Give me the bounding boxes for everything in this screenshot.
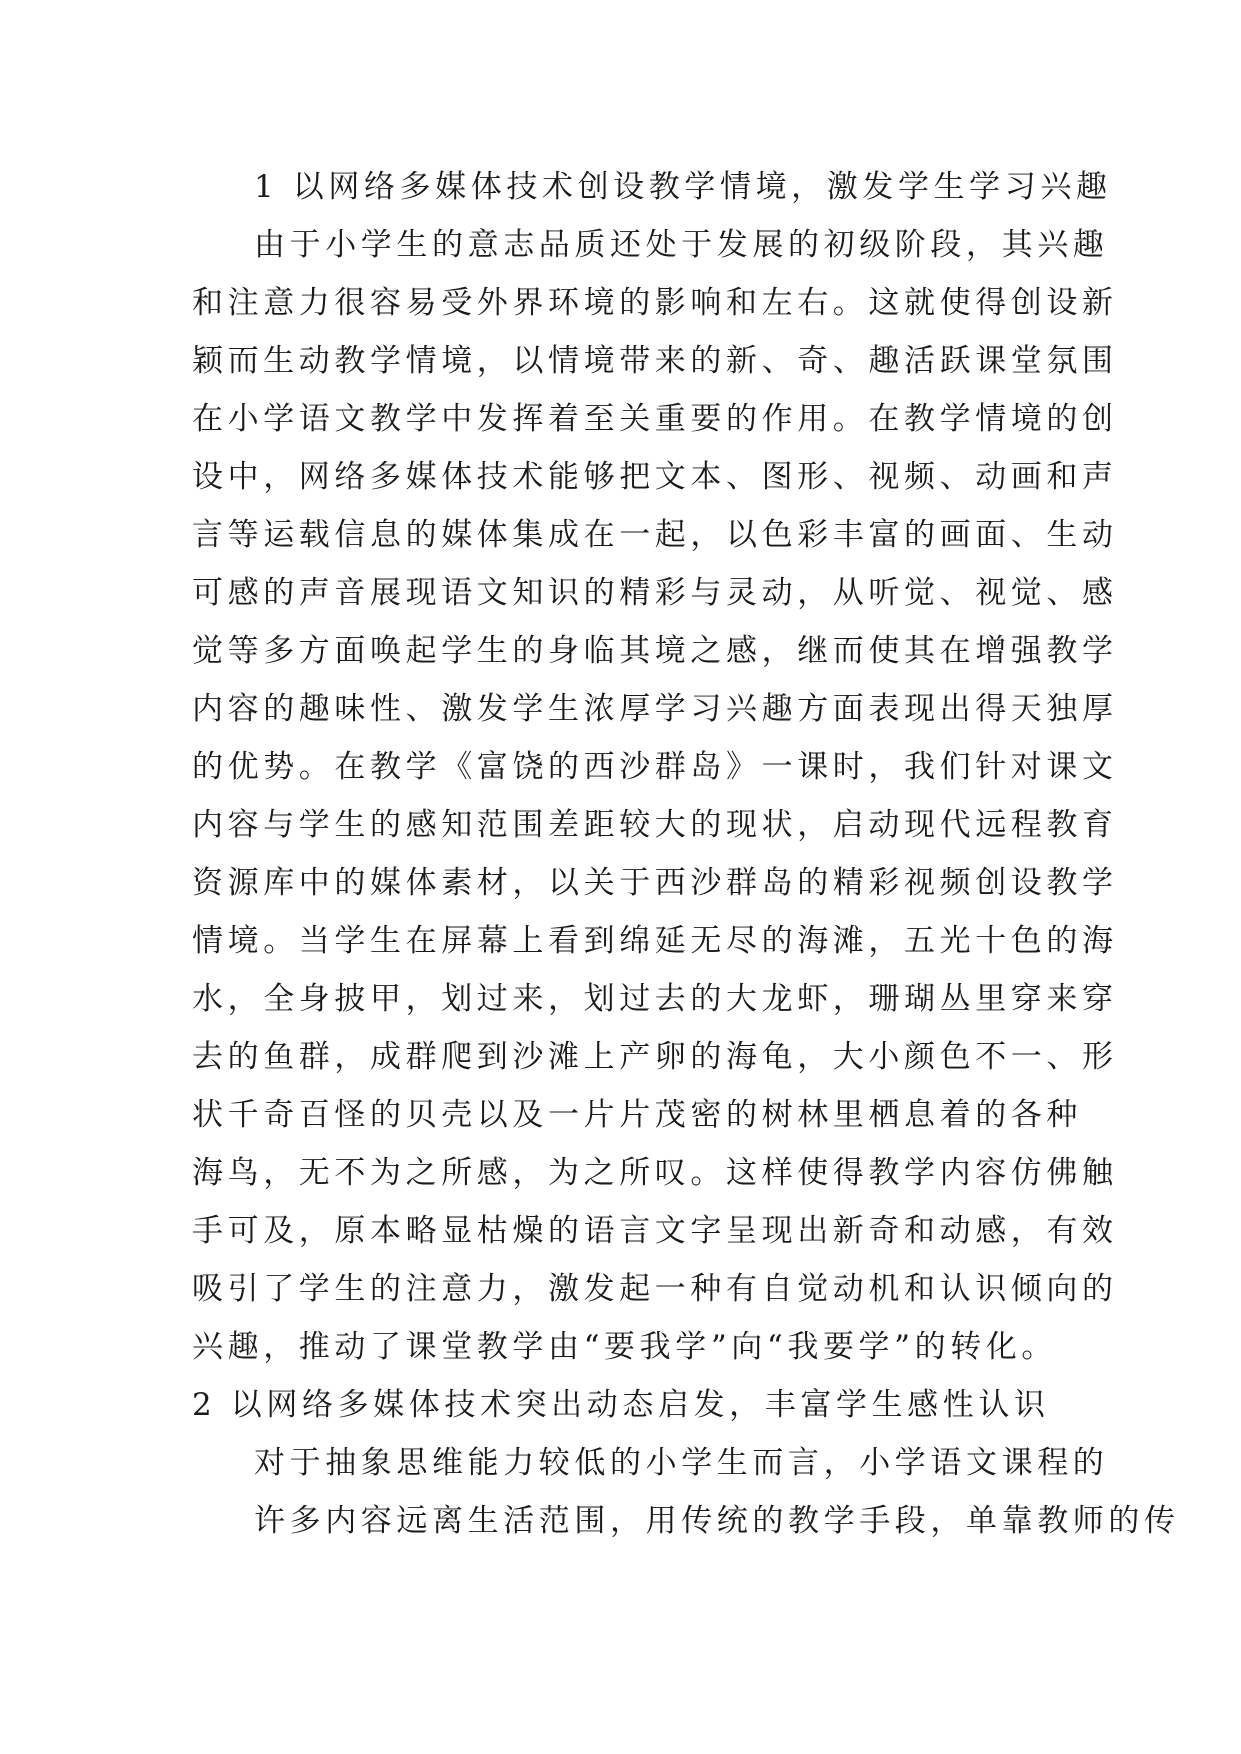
paragraph-line: 设中，网络多媒体技术能够把文本、图形、视频、动画和声 bbox=[192, 459, 1118, 495]
paragraph-line bbox=[192, 1550, 1072, 1608]
paragraph-line: 水，全身披甲，划过来，划过去的大龙虾，珊瑚丛里穿来穿 bbox=[192, 981, 1118, 1017]
paragraph-line: 内容与学生的感知范围差距较大的现状，启动现代远程教育 bbox=[192, 807, 1118, 843]
paragraph-line: 情境。当学生在屏幕上看到绵延无尽的海滩，五光十色的海 bbox=[192, 923, 1118, 959]
paragraph-line: 和注意力很容易受外界环境的影响和左右。这就使得创设新 bbox=[192, 285, 1118, 321]
paragraph-line: 许多内容远离生活范围，用传统的教学手段，单靠教师的传 bbox=[254, 1503, 1180, 1539]
paragraph-line: 状千奇百怪的贝壳以及一片片茂密的树林里栖息着的各种 bbox=[192, 1097, 1082, 1133]
paragraph-line: 去的鱼群，成群爬到沙滩上产卵的海龟，大小颜色不一、形 bbox=[192, 1039, 1118, 1075]
paragraph-line: 手可及，原本略显枯燥的语言文字呈现出新奇和动感，有效 bbox=[192, 1213, 1118, 1249]
heading-1: 1 以网络多媒体技术创设教学情境，激发学生学习兴趣 bbox=[254, 169, 1112, 205]
paragraph-line: 可感的声音展现语文知识的精彩与灵动，从听觉、视觉、感 bbox=[192, 575, 1118, 611]
paragraph-line: 吸引了学生的注意力，激发起一种有自觉动机和认识倾向的 bbox=[192, 1271, 1118, 1307]
paragraph-line: 觉等多方面唤起学生的身临其境之感，继而使其在增强教学 bbox=[192, 633, 1118, 669]
paragraph-line: 内容的趣味性、激发学生浓厚学习兴趣方面表现出得天独厚 bbox=[192, 691, 1118, 727]
paragraph-line: 2 以网络多媒体技术突出动态启发，丰富学生感性认识 bbox=[192, 1387, 1050, 1423]
paragraph-line: 颖而生动教学情境，以情境带来的新、奇、趣活跃课堂氛围 bbox=[192, 343, 1118, 379]
paragraph-line: 言等运载信息的媒体集成在一起，以色彩丰富的画面、生动 bbox=[192, 517, 1118, 553]
paragraph-line: 兴趣，推动了课堂教学由“要我学”向“我要学”的转化。 bbox=[192, 1329, 1057, 1365]
paragraph-line: 由于小学生的意志品质还处于发展的初级阶段，其兴趣 bbox=[254, 227, 1109, 263]
heading-2: 对于抽象思维能力较低的小学生而言，小学语文课程的 bbox=[254, 1445, 1109, 1481]
paragraph-line: 海鸟，无不为之所感，为之所叹。这样使得教学内容仿佛触 bbox=[192, 1155, 1118, 1191]
paragraph-line: 在小学语文教学中发挥着至关重要的作用。在教学情境的创 bbox=[192, 401, 1118, 437]
paragraph-line: 资源库中的媒体素材，以关于西沙群岛的精彩视频创设教学 bbox=[192, 865, 1118, 901]
paragraph-line: 的优势。在教学《富饶的西沙群岛》一课时，我们针对课文 bbox=[192, 749, 1118, 785]
